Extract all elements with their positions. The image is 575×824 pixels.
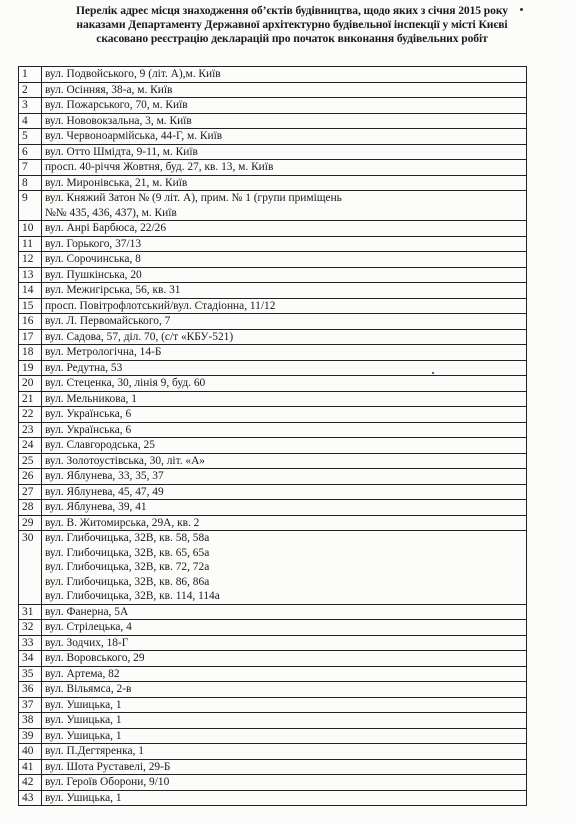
- address-cell: [41, 376, 526, 392]
- table-row: [19, 422, 527, 438]
- address-cell: [41, 160, 526, 176]
- address-line: вул. Славгородська, 25: [44, 439, 155, 451]
- address-cell: [41, 666, 526, 682]
- address-cell: [41, 531, 526, 605]
- row-number: 9: [19, 191, 42, 221]
- row-number: 1: [19, 67, 42, 83]
- table-row: [19, 129, 527, 145]
- table-row: [19, 635, 527, 651]
- table-row: [19, 531, 527, 605]
- address-line: вул. Межигірська, 56, кв. 31: [44, 284, 181, 296]
- address-line: вул. Шота Руставелі, 29-Б: [44, 760, 171, 773]
- table-row: [19, 744, 527, 760]
- row-number: 17: [19, 329, 42, 345]
- row-number: 14: [19, 283, 42, 299]
- row-number: 28: [19, 500, 42, 516]
- row-number: 35: [19, 666, 42, 682]
- address-cell: [41, 469, 526, 485]
- address-line: вул. Глибочицька, 32В, кв. 65, 65а: [44, 546, 210, 559]
- table-row: [19, 267, 527, 283]
- table-row: [19, 67, 527, 83]
- address-cell: [41, 759, 526, 775]
- address-line: вул. Горького, 37/13: [44, 237, 142, 250]
- title-line-3: скасовано реєстрацію декларацій про початок виконання будівельних робіт: [96, 32, 488, 45]
- table-row: [19, 682, 527, 698]
- address-line: вул. Глибочицька, 32В, кв. 114, 114а: [44, 590, 220, 602]
- address-cell: [41, 407, 526, 423]
- row-number: 38: [19, 713, 42, 729]
- address-cell: [41, 283, 526, 299]
- address-cell: [41, 345, 526, 361]
- address-line: вул. Українська, 6: [44, 423, 132, 436]
- address-line: вул. Пушкінська, 20: [44, 268, 142, 281]
- address-cell: [41, 298, 526, 314]
- address-line: вул. Редутна, 53: [44, 361, 123, 374]
- table-row: [19, 469, 527, 485]
- row-number: 25: [19, 453, 42, 469]
- table-row: [19, 697, 527, 713]
- table-row: [19, 484, 527, 500]
- address-cell: [41, 713, 526, 729]
- address-line: просп. Повітрофлотський/вул. Стадіонна, 11/12: [44, 299, 276, 312]
- address-line: №№ 435, 436, 437), м. Київ: [44, 206, 177, 219]
- row-number: 34: [19, 651, 42, 667]
- address-line: вул. Отто Шмідта, 9-11, м. Київ: [44, 145, 198, 158]
- address-cell: [41, 790, 526, 806]
- address-line: вул. Стрілецька, 4: [44, 621, 132, 633]
- row-number: 8: [19, 175, 42, 191]
- document-title: [22, 4, 562, 46]
- row-number: 3: [19, 98, 42, 114]
- address-cell: [41, 775, 526, 791]
- address-line: вул. Княжий Затон № (9 літ. А), прим. № 1 (групи приміщень: [44, 192, 342, 204]
- address-cell: [41, 744, 526, 760]
- address-cell: [41, 515, 526, 531]
- title-line-2: наказами Департаменту Державної архітектурно будівельної інспекції у місті Києві: [76, 18, 508, 31]
- address-line: вул. Глибочицька, 32В, кв. 72, 72а: [44, 561, 210, 573]
- table-row: [19, 376, 527, 392]
- row-number: 32: [19, 620, 42, 636]
- address-line: вул. Нововокзальна, 3, м. Київ: [44, 114, 192, 127]
- address-line: вул. Ушицька, 1: [44, 791, 122, 804]
- address-line: вул. Яблунева, 33, 35, 37: [44, 470, 164, 482]
- address-cell: [41, 620, 526, 636]
- address-line: вул. П.Дегтяренка, 1: [44, 745, 144, 757]
- table-row: [19, 329, 527, 345]
- row-number: 22: [19, 407, 42, 423]
- row-number: 23: [19, 422, 42, 438]
- address-line: вул. Анрі Барбюса, 22/26: [44, 222, 167, 234]
- address-line: вул. Ушицька, 1: [44, 698, 122, 711]
- address-line: просп. 40-річчя Жовтня, буд. 27, кв. 13, м. Київ: [44, 161, 274, 173]
- row-number: 10: [19, 221, 42, 237]
- table-row: [19, 790, 527, 806]
- address-cell: [41, 113, 526, 129]
- row-number: 24: [19, 438, 42, 454]
- row-number: 27: [19, 484, 42, 500]
- address-line: вул. Героїв Оборони, 9/10: [44, 776, 170, 788]
- address-cell: [41, 500, 526, 516]
- table-row: [19, 651, 527, 667]
- address-cell: [41, 697, 526, 713]
- address-line: вул. Мельникова, 1: [44, 392, 137, 405]
- address-cell: [41, 635, 526, 651]
- address-line: вул. Червоноармійська, 44-Г, м. Київ: [44, 130, 223, 142]
- row-number: 5: [19, 129, 42, 145]
- table-row: [19, 298, 527, 314]
- row-number: 19: [19, 360, 42, 376]
- address-line: вул. Пожарського, 70, м. Київ: [44, 99, 188, 111]
- table-row: [19, 666, 527, 682]
- table-row: [19, 620, 527, 636]
- address-line: вул. Фанерна, 5А: [44, 605, 129, 618]
- table-row: [19, 252, 527, 268]
- row-number: 21: [19, 391, 42, 407]
- row-number: 29: [19, 515, 42, 531]
- address-cell: [41, 67, 526, 83]
- table-row: [19, 236, 527, 252]
- address-cell: [41, 175, 526, 191]
- address-line: вул. Воровського, 29: [44, 652, 145, 664]
- address-cell: [41, 236, 526, 252]
- row-number: 42: [19, 775, 42, 791]
- address-line: вул. В. Житомирська, 29А, кв. 2: [44, 516, 200, 529]
- address-cell: [41, 314, 526, 330]
- table-row: [19, 453, 527, 469]
- row-number: 33: [19, 635, 42, 651]
- table-row: [19, 515, 527, 531]
- address-line: вул. Ушицька, 1: [44, 729, 122, 742]
- row-number: 13: [19, 267, 42, 283]
- address-line: вул. Миронівська, 21, м. Київ: [44, 176, 188, 189]
- row-number: 12: [19, 252, 42, 268]
- row-number: 36: [19, 682, 42, 698]
- address-line: вул. Яблунева, 39, 41: [44, 501, 147, 513]
- address-line: вул. Золотоустівська, 30, літ. «А»: [44, 454, 206, 467]
- table-row: [19, 314, 527, 330]
- table-row: [19, 175, 527, 191]
- row-number: 30: [19, 531, 42, 605]
- title-line-1: Перелік адрес місця знаходження об’єктів будівництва, щодо яких з січня 2015 року: [76, 4, 508, 17]
- address-line: вул. Метрологічна, 14-Б: [44, 346, 162, 358]
- row-number: 4: [19, 113, 42, 129]
- address-cell: [41, 221, 526, 237]
- address-cell: [41, 129, 526, 145]
- row-number: 16: [19, 314, 42, 330]
- table-row: [19, 221, 527, 237]
- address-line: вул. Вільямса, 2-в: [44, 683, 132, 695]
- row-number: 37: [19, 697, 42, 713]
- address-cell: [41, 191, 526, 221]
- address-cell: [41, 144, 526, 160]
- row-number: 18: [19, 345, 42, 361]
- address-line: вул. Подвойського, 9 (літ. А),м. Київ: [44, 68, 221, 80]
- address-cell: [41, 267, 526, 283]
- address-cell: [41, 728, 526, 744]
- address-cell: [41, 604, 526, 620]
- address-line: вул. Глибочицька, 32В, кв. 58, 58а: [44, 532, 210, 544]
- address-cell: [41, 422, 526, 438]
- table-row: [19, 438, 527, 454]
- table-row: [19, 759, 527, 775]
- address-line: вул. Яблунева, 45, 47, 49: [44, 485, 164, 498]
- row-number: 11: [19, 236, 42, 252]
- address-cell: [41, 682, 526, 698]
- address-line: вул. Зодчих, 18-Г: [44, 636, 129, 649]
- table-row: [19, 713, 527, 729]
- table-row: [19, 283, 527, 299]
- address-line: вул. Глибочицька, 32В, кв. 86, 86а: [44, 575, 210, 588]
- table-row: [19, 160, 527, 176]
- address-cell: [41, 391, 526, 407]
- table-row: [19, 391, 527, 407]
- row-number: 41: [19, 759, 42, 775]
- table-row: [19, 407, 527, 423]
- address-cell: [41, 360, 526, 376]
- address-line: вул. Садова, 57, діл. 70, (с/т «КБУ-521): [44, 330, 234, 343]
- table-row: [19, 604, 527, 620]
- table-row: [19, 360, 527, 376]
- address-cell: [41, 453, 526, 469]
- table-row: [19, 98, 527, 114]
- address-cell: [41, 484, 526, 500]
- table-row: [19, 191, 527, 221]
- address-line: вул. Осінняя, 38-а, м. Київ: [44, 83, 173, 96]
- address-line: вул. Л. Первомайського, 7: [44, 315, 171, 327]
- table-row: [19, 113, 527, 129]
- address-cell: [41, 438, 526, 454]
- row-number: 15: [19, 298, 42, 314]
- table-row: [19, 728, 527, 744]
- row-number: 20: [19, 376, 42, 392]
- address-line: вул. Українська, 6: [44, 408, 132, 420]
- address-line: вул. Ушицька, 1: [44, 714, 122, 726]
- table-row: [19, 500, 527, 516]
- address-cell: [41, 329, 526, 345]
- address-line: вул. Стеценка, 30, лінія 9, буд. 60: [44, 377, 206, 389]
- address-table: [18, 66, 527, 806]
- address-line: вул. Артема, 82: [44, 667, 120, 680]
- address-cell: [41, 252, 526, 268]
- row-number: 39: [19, 728, 42, 744]
- table-row: [19, 345, 527, 361]
- table-row: [19, 144, 527, 160]
- address-cell: [41, 82, 526, 98]
- address-table-body: [19, 67, 527, 806]
- row-number: 7: [19, 160, 42, 176]
- table-row: [19, 775, 527, 791]
- address-cell: [41, 98, 526, 114]
- address-line: вул. Сорочинська, 8: [44, 253, 141, 265]
- row-number: 31: [19, 604, 42, 620]
- row-number: 6: [19, 144, 42, 160]
- address-cell: [41, 651, 526, 667]
- row-number: 40: [19, 744, 42, 760]
- row-number: 43: [19, 790, 42, 806]
- row-number: 26: [19, 469, 42, 485]
- scan-speck: [520, 8, 523, 11]
- row-number: 2: [19, 82, 42, 98]
- table-row: [19, 82, 527, 98]
